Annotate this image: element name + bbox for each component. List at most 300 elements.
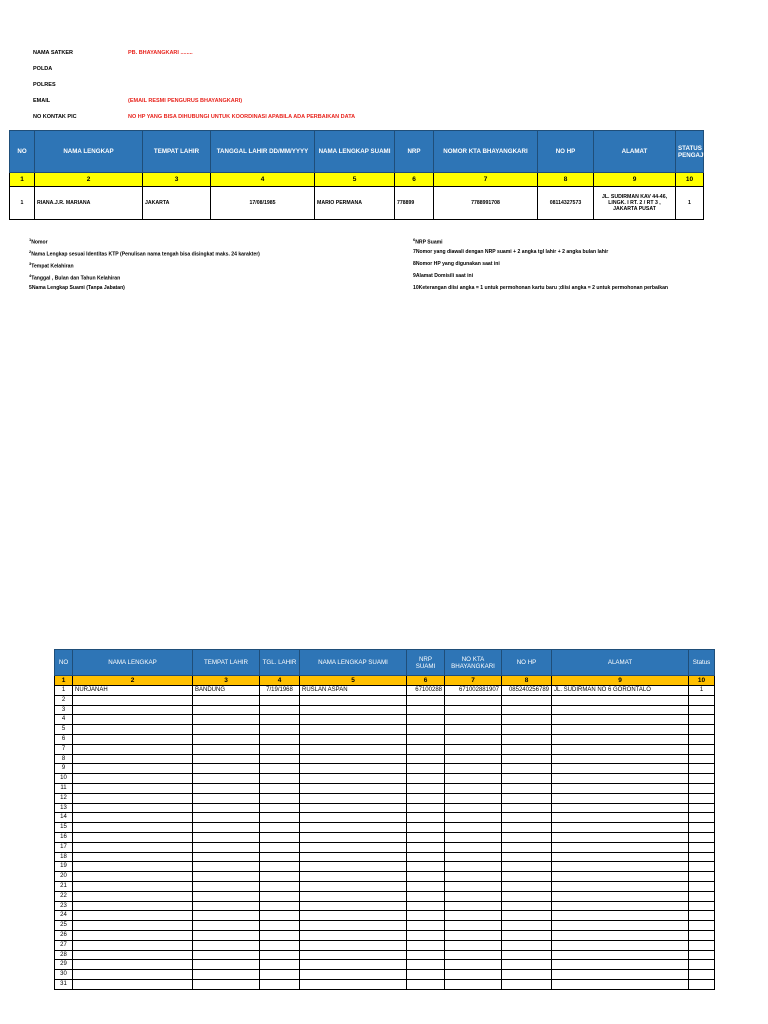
table-cell: [300, 862, 407, 872]
table-cell: RIANA.J.R. MARIANA: [35, 187, 143, 220]
table-cell: [193, 979, 260, 989]
table-cell: [260, 744, 300, 754]
table-row: [55, 891, 715, 901]
table-row: [55, 842, 715, 852]
table-cell: [300, 744, 407, 754]
table-cell: [552, 754, 689, 764]
table-cell: [445, 842, 502, 852]
table-cell: [260, 901, 300, 911]
column-header: NO: [10, 131, 35, 173]
table-cell: [193, 891, 260, 901]
note-item: [29, 237, 48, 246]
column-index: 6: [395, 173, 434, 187]
note-text: Nomor: [31, 239, 48, 246]
table-cell: [689, 930, 715, 940]
table-cell: [445, 715, 502, 725]
table-cell: [502, 744, 552, 754]
row-number: 19: [55, 862, 73, 872]
table-cell: [73, 744, 193, 754]
table-cell: [445, 891, 502, 901]
table-cell: [552, 744, 689, 754]
table-cell: [73, 960, 193, 970]
table-cell: [445, 793, 502, 803]
table-cell: [445, 705, 502, 715]
table-cell: [552, 734, 689, 744]
table-cell: [300, 705, 407, 715]
table-cell: [193, 940, 260, 950]
table-cell: [193, 872, 260, 882]
note-text: NRP Suami: [415, 239, 443, 246]
table-row: [55, 930, 715, 940]
row-number: 4: [55, 715, 73, 725]
table-row: [55, 764, 715, 774]
table-cell: [260, 960, 300, 970]
table-cell: [73, 979, 193, 989]
table-cell: [407, 754, 445, 764]
table-cell: [689, 950, 715, 960]
table-cell: 7788991708: [434, 187, 538, 220]
table-cell: [552, 862, 689, 872]
row-number: 13: [55, 803, 73, 813]
note-item: [413, 285, 668, 291]
header-field: [33, 81, 433, 90]
row-number: 30: [55, 970, 73, 980]
table-cell: [260, 891, 300, 901]
note-text: Alamat Domisili saat ini: [415, 273, 474, 279]
row-number: 29: [55, 960, 73, 970]
table-secondary-header-row: [55, 650, 715, 676]
table-cell: [445, 803, 502, 813]
table-cell: [445, 823, 502, 833]
row-number: 12: [55, 793, 73, 803]
table-cell: [407, 911, 445, 921]
table-cell: [552, 921, 689, 931]
table-cell: [502, 881, 552, 891]
table-cell: [689, 960, 715, 970]
table-cell: [552, 979, 689, 989]
row-number: 16: [55, 832, 73, 842]
table-cell: [502, 695, 552, 705]
column-index: 8: [538, 173, 594, 187]
table-cell: [73, 823, 193, 833]
table-cell: [407, 930, 445, 940]
table-row: [55, 725, 715, 735]
table-cell: [407, 744, 445, 754]
table-cell: [502, 734, 552, 744]
note-number: 8: [413, 261, 416, 267]
table-cell: NURJANAH: [73, 686, 193, 696]
table-cell: [689, 734, 715, 744]
table-cell: [407, 950, 445, 960]
row-number: 7: [55, 744, 73, 754]
table-cell: [300, 979, 407, 989]
table-cell: [552, 901, 689, 911]
table-cell: [73, 842, 193, 852]
table-row: [55, 695, 715, 705]
table-cell: [689, 872, 715, 882]
row-number: 25: [55, 921, 73, 931]
table-cell: MARIO PERMANA: [315, 187, 395, 220]
table-cell: [260, 793, 300, 803]
header-field: [33, 65, 433, 74]
note-number: 9: [413, 273, 416, 279]
table-cell: [73, 695, 193, 705]
header-field-label: NO KONTAK PIC: [33, 114, 77, 120]
table-cell: [193, 950, 260, 960]
table-cell: [300, 793, 407, 803]
header-field: [33, 49, 433, 58]
table-cell: [300, 774, 407, 784]
row-number: 11: [55, 783, 73, 793]
column-index: 2: [73, 676, 193, 686]
table-cell: [193, 715, 260, 725]
table-cell: [73, 872, 193, 882]
table-cell: [445, 940, 502, 950]
table-cell: [445, 979, 502, 989]
table-cell: [689, 881, 715, 891]
table-cell: [502, 901, 552, 911]
table-main-index-row: [10, 173, 704, 187]
table-cell: [300, 832, 407, 842]
table-cell: [407, 793, 445, 803]
column-index: 6: [407, 676, 445, 686]
table-row: [55, 832, 715, 842]
table-cell: [260, 862, 300, 872]
table-cell: [260, 725, 300, 735]
table-cell: [260, 803, 300, 813]
column-header: NAMA LENGKAP SUAMI: [315, 131, 395, 173]
table-cell: [73, 754, 193, 764]
column-header: NRP SUAMI: [407, 650, 445, 676]
table-cell: [407, 823, 445, 833]
column-index: 1: [55, 676, 73, 686]
column-header: TEMPAT LAHIR: [143, 131, 211, 173]
table-cell: [502, 921, 552, 931]
table-cell: [300, 823, 407, 833]
table-cell: [260, 715, 300, 725]
table-cell: [689, 970, 715, 980]
table-cell: [502, 715, 552, 725]
note-item: [29, 285, 125, 291]
table-cell: [300, 725, 407, 735]
table-cell: [552, 725, 689, 735]
column-index: 7: [434, 173, 538, 187]
table-cell: [445, 744, 502, 754]
table-row: [55, 921, 715, 931]
table-cell: 1: [55, 686, 73, 696]
table-cell: [73, 950, 193, 960]
column-header: NAMA LENGKAP: [35, 131, 143, 173]
table-cell: [407, 705, 445, 715]
table-cell: [73, 970, 193, 980]
column-index: 8: [502, 676, 552, 686]
table-cell: [193, 744, 260, 754]
row-number: 26: [55, 930, 73, 940]
column-header: Status: [689, 650, 715, 676]
table-cell: [552, 852, 689, 862]
table-cell: [300, 911, 407, 921]
row-number: 8: [55, 754, 73, 764]
table-cell: [689, 793, 715, 803]
table-cell: [193, 803, 260, 813]
table-cell: [260, 832, 300, 842]
table-cell: JAKARTA: [143, 187, 211, 220]
table-cell: [502, 872, 552, 882]
table-row: [10, 187, 704, 220]
table-cell: [260, 783, 300, 793]
column-index: 5: [300, 676, 407, 686]
table-cell: [300, 764, 407, 774]
note-number: 10: [413, 285, 419, 291]
table-cell: [445, 950, 502, 960]
table-cell: [502, 764, 552, 774]
table-cell: [552, 715, 689, 725]
table-row: [55, 705, 715, 715]
table-cell: [193, 970, 260, 980]
column-index: 10: [676, 173, 704, 187]
table-cell: [193, 823, 260, 833]
table-cell: [300, 803, 407, 813]
column-header: ALAMAT: [552, 650, 689, 676]
table-cell: [73, 764, 193, 774]
column-header: NRP: [395, 131, 434, 173]
table-cell: 67100288: [407, 686, 445, 696]
column-header: NO HP: [502, 650, 552, 676]
table-cell: [260, 950, 300, 960]
note-number: 4: [29, 273, 32, 278]
note-text: Nama Lengkap Suami (Tanpa Jabatan): [31, 285, 125, 291]
table-cell: [445, 901, 502, 911]
table-secondary-index-row: [55, 676, 715, 686]
header-field: [33, 113, 433, 122]
table-cell: [689, 744, 715, 754]
table-cell: [73, 901, 193, 911]
row-number: 18: [55, 852, 73, 862]
table-cell: [193, 960, 260, 970]
table-row: [55, 970, 715, 980]
row-number: 15: [55, 823, 73, 833]
table-row: [55, 813, 715, 823]
note-number: 5: [29, 285, 32, 291]
table-cell: [73, 803, 193, 813]
table-row: [55, 862, 715, 872]
note-number: 3: [29, 261, 32, 266]
table-cell: [407, 774, 445, 784]
note-item: [29, 273, 120, 282]
table-cell: [300, 901, 407, 911]
table-cell: [407, 921, 445, 931]
header-section: [0, 0, 768, 130]
table-cell: [73, 725, 193, 735]
table-cell: [260, 705, 300, 715]
table-cell: JL. SUDIRMAN NO 6 GORONTALO: [552, 686, 689, 696]
table-cell: [502, 911, 552, 921]
table-cell: [193, 725, 260, 735]
table-cell: [552, 872, 689, 882]
table-cell: [502, 940, 552, 950]
row-number: 2: [55, 695, 73, 705]
table-cell: [552, 813, 689, 823]
header-field-value: (EMAIL RESMI PENGURUS BHAYANGKARI): [128, 98, 243, 104]
header-field-label: EMAIL: [33, 98, 51, 104]
table-cell: [552, 881, 689, 891]
table-cell: [445, 754, 502, 764]
table-cell: [552, 911, 689, 921]
table-cell: [445, 774, 502, 784]
column-header: NO: [55, 650, 73, 676]
table-cell: [73, 862, 193, 872]
table-cell: [73, 783, 193, 793]
row-number: 3: [55, 705, 73, 715]
table-cell: [689, 823, 715, 833]
table-row: [55, 754, 715, 764]
table-row: [55, 793, 715, 803]
note-item: [413, 261, 500, 267]
table-cell: [552, 930, 689, 940]
row-number: 17: [55, 842, 73, 852]
table-cell: [300, 940, 407, 950]
column-index: 9: [594, 173, 676, 187]
table-cell: [260, 970, 300, 980]
table-cell: [300, 852, 407, 862]
note-text: Nomor yang diawali dengan NRP suami + 2 angka tgl lahir + 2 angka bulan lahir: [415, 249, 609, 255]
table-cell: [445, 930, 502, 940]
table-cell: [502, 813, 552, 823]
table-row: [55, 960, 715, 970]
table-cell: 1: [676, 187, 704, 220]
header-field-label: POLRES: [33, 82, 56, 88]
table-row: [55, 734, 715, 744]
table-cell: [193, 764, 260, 774]
note-text: Nomor HP yang digunakan saat ini: [415, 261, 500, 267]
table-cell: [552, 960, 689, 970]
table-cell: 7/19/1968: [260, 686, 300, 696]
table-cell: [260, 764, 300, 774]
row-number: 6: [55, 734, 73, 744]
table-cell: [407, 891, 445, 901]
table-cell: [260, 921, 300, 931]
table-cell: [407, 979, 445, 989]
table-cell: [689, 774, 715, 784]
table-cell: [552, 783, 689, 793]
table-cell: [445, 764, 502, 774]
table-cell: [502, 970, 552, 980]
table-cell: [502, 930, 552, 940]
table-cell: [407, 813, 445, 823]
table-cell: [407, 734, 445, 744]
table-row: [55, 852, 715, 862]
column-header: NAMA LENGKAP: [73, 650, 193, 676]
table-cell: [73, 813, 193, 823]
table-cell: [502, 774, 552, 784]
table-cell: [689, 695, 715, 705]
table-cell: [300, 930, 407, 940]
column-header: TEMPAT LAHIR: [193, 650, 260, 676]
table-cell: [407, 960, 445, 970]
table-cell: [300, 734, 407, 744]
table-cell: [300, 881, 407, 891]
table-cell: [300, 842, 407, 852]
table-cell: [689, 764, 715, 774]
table-cell: JL. SUDIRMAN KAV 44-46, LINGK. I RT. 2 / RT 3 , JAKARTA PUSAT: [594, 187, 676, 220]
table-cell: [260, 813, 300, 823]
table-cell: 17/08/1985: [211, 187, 315, 220]
table-cell: [689, 715, 715, 725]
table-cell: [445, 813, 502, 823]
table-row: [55, 783, 715, 793]
table-cell: [73, 832, 193, 842]
table-row: [55, 950, 715, 960]
table-cell: [552, 950, 689, 960]
table-cell: [445, 872, 502, 882]
table-cell: [445, 852, 502, 862]
column-header: NAMA LENGKAP SUAMI: [300, 650, 407, 676]
table-row: [55, 803, 715, 813]
table-cell: 1: [10, 187, 35, 220]
table-cell: [445, 862, 502, 872]
table-cell: [552, 803, 689, 813]
table-cell: 085240256789: [502, 686, 552, 696]
table-cell: [445, 911, 502, 921]
table-secondary: [54, 649, 715, 990]
table-cell: [300, 783, 407, 793]
table-cell: [193, 832, 260, 842]
table-cell: [260, 911, 300, 921]
table-cell: [260, 979, 300, 989]
table-cell: [407, 842, 445, 852]
table-cell: [73, 852, 193, 862]
table-row: [55, 881, 715, 891]
table-cell: [407, 803, 445, 813]
table-cell: [260, 774, 300, 784]
table-cell: [300, 950, 407, 960]
table-row: [55, 911, 715, 921]
column-header: NO HP: [538, 131, 594, 173]
table-cell: [689, 725, 715, 735]
table-cell: [407, 852, 445, 862]
table-cell: [502, 852, 552, 862]
note-number: 1: [29, 237, 32, 242]
table-cell: [552, 832, 689, 842]
table-cell: [502, 950, 552, 960]
table-cell: [407, 901, 445, 911]
table-cell: [689, 832, 715, 842]
table-cell: [193, 881, 260, 891]
table-cell: [300, 960, 407, 970]
column-header: TGL. LAHIR: [260, 650, 300, 676]
table-cell: BANDUNG: [193, 686, 260, 696]
column-header: ALAMAT: [594, 131, 676, 173]
table-cell: [407, 832, 445, 842]
table-cell: [300, 970, 407, 980]
table-cell: [689, 842, 715, 852]
table-cell: [445, 970, 502, 980]
column-header: NO KTA BHAYANGKARI: [445, 650, 502, 676]
table-cell: [193, 930, 260, 940]
note-text: Tempat Kelahiran: [31, 263, 74, 270]
table-cell: [689, 852, 715, 862]
row-number: 14: [55, 813, 73, 823]
row-number: 9: [55, 764, 73, 774]
table-cell: [689, 921, 715, 931]
table-cell: [552, 705, 689, 715]
table-cell: [552, 764, 689, 774]
table-cell: [502, 842, 552, 852]
table-cell: [445, 960, 502, 970]
table-cell: 1: [689, 686, 715, 696]
table-cell: [300, 813, 407, 823]
table-cell: [552, 793, 689, 803]
